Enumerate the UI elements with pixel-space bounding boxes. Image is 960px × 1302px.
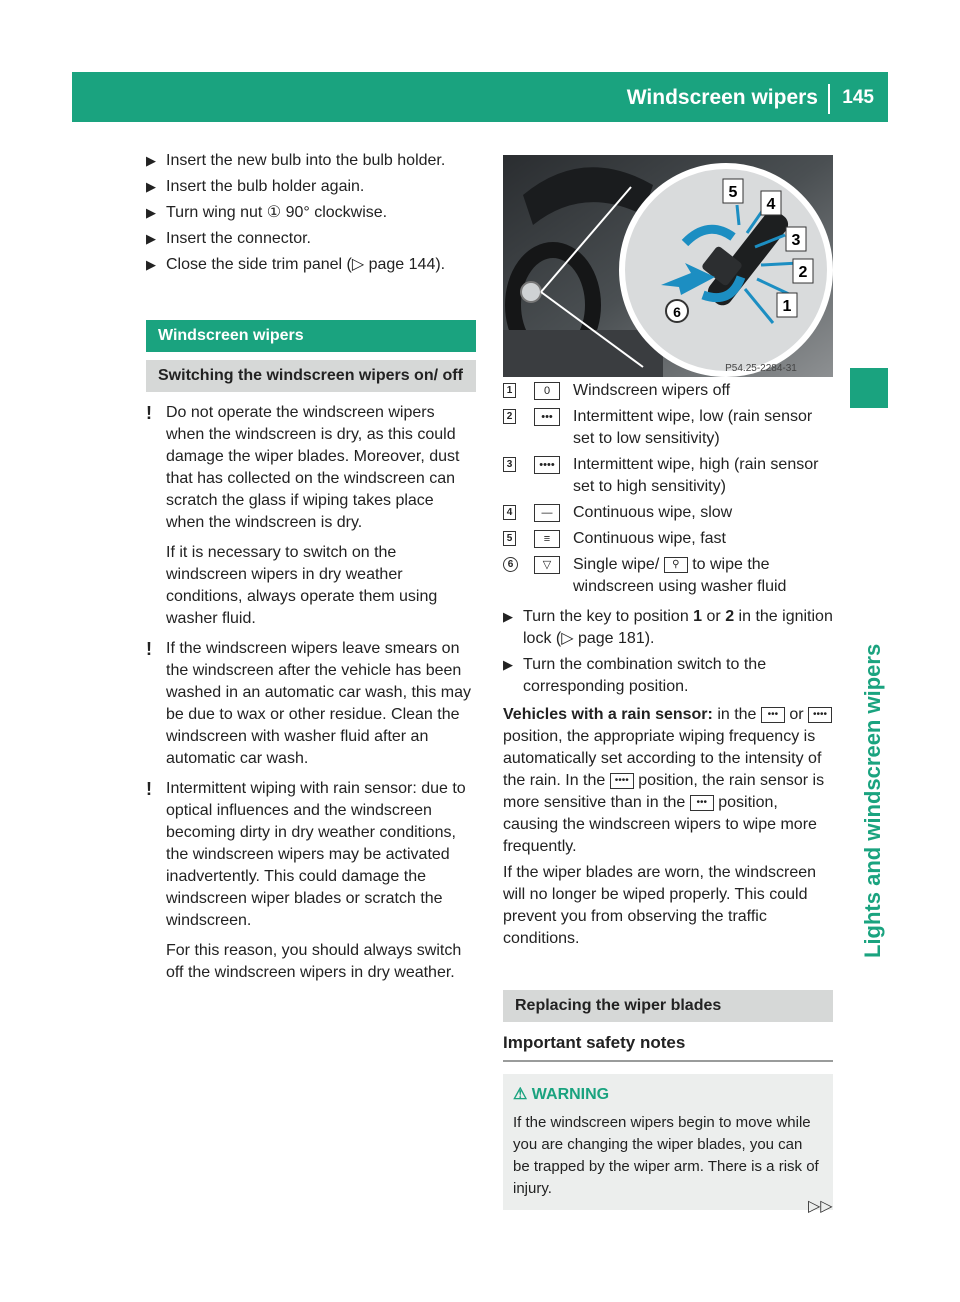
bullet-arrow-icon: ▶ [503, 657, 513, 672]
legend-item: 1 0 Windscreen wipers off [503, 380, 833, 402]
list-item: ▶ Close the side trim panel (▷ page 144). [146, 254, 476, 276]
legend-number: 4 [503, 505, 516, 520]
bullet-arrow-icon: ▶ [146, 257, 156, 272]
list-item: ▶ Insert the connector. [146, 228, 476, 250]
warning-box [503, 1074, 833, 1210]
bullet-arrow-icon: ▶ [146, 231, 156, 246]
intermittent-high-icon: •••• [534, 456, 560, 474]
legend-item: 4 — Continuous wipe, slow [503, 502, 833, 524]
side-tab-label: Lights and windscreen wipers [860, 643, 885, 958]
page-header [72, 72, 888, 122]
wiper-off-icon: 0 [534, 382, 560, 400]
rain-sensor-paragraph: Vehicles with a rain sensor: in the ••• or •••• position, the appropriate wiping frequency is automatically set according to the intensity of the rain. In the •••• position, the rain sensor is more sensitive than in the ••• position, causing the windscreen wipers to wipe more frequently. [503, 704, 833, 858]
list-item: ▶ Insert the new bulb into the bulb holder. [146, 150, 476, 172]
image-code: P54.25-2284-31 [725, 363, 797, 374]
exclamation-icon: ! [146, 639, 152, 659]
safety-heading: Important safety notes [503, 1032, 833, 1062]
exclamation-icon: ! [146, 779, 152, 799]
legend-number: 3 [503, 457, 516, 472]
side-tab-marker [850, 368, 888, 408]
intermittent-high-icon: •••• [610, 773, 634, 789]
left-column [146, 150, 476, 992]
section-heading: Windscreen wipers [146, 320, 476, 352]
legend-item: 5 ≡ Continuous wipe, fast [503, 528, 833, 550]
exclamation-icon: ! [146, 403, 152, 423]
legend-number: 2 [503, 409, 516, 424]
callout-5: 5 [728, 184, 738, 201]
wiper-switch-illustration [503, 155, 833, 377]
list-item: ▶ Insert the bulb holder again. [146, 176, 476, 198]
continuous-slow-icon: — [534, 504, 560, 522]
caution-note: ! Do not operate the windscreen wipers when the windscreen is dry, as this could damage the wiper blades. Moreover, dust that has collected on the windscreen can scratch the glass if wiping takes place when the windscreen is dry. If it is necessary to switch on the windscreen wipers in dry weather conditions, always operate them using washer fluid. [146, 403, 460, 627]
list-item: ▶ Turn the combination switch to the corresponding position. [503, 656, 767, 695]
caution-note: ! Intermittent wiping with rain sensor: due to optical influences and the windscreen becoming dirty in dry weather conditions, the windscreen wipers may be activated inadvertently. This could damage the windscreen wiper blades or scratch the windscreen. For this reason, you should always switch off the windscreen wipers in dry weather. [146, 779, 466, 981]
continue-arrow-icon: ▷▷ [808, 1198, 833, 1215]
warning-heading: ⚠ WARNING [513, 1086, 610, 1103]
callout-6: 6 [673, 304, 681, 320]
washer-fluid-icon: ⚲ [664, 557, 688, 573]
legend-item: 6 ▽ Single wipe/ ⚲ to wipe the windscreen using washer fluid [503, 554, 833, 598]
intermittent-high-icon: •••• [808, 707, 832, 723]
bullet-arrow-icon: ▶ [503, 609, 513, 624]
legend-item: 3 •••• Intermittent wipe, high (rain sensor set to high sensitivity) [503, 454, 833, 498]
bullet-arrow-icon: ▶ [146, 153, 156, 168]
section-heading: Replacing the wiper blades [503, 990, 833, 1022]
single-wipe-icon: ▽ [534, 556, 560, 574]
warning-triangle-icon: ⚠ [513, 1086, 528, 1103]
legend-number: 1 [503, 383, 516, 398]
list-item: ▶ Turn the key to position 1 or 2 in the ignition lock (▷ page 181). [503, 608, 833, 647]
callout-3: 3 [791, 232, 801, 249]
header-title: Windscreen wipers [626, 86, 818, 109]
intermittent-low-icon: ••• [534, 408, 560, 426]
continuous-fast-icon: ≡ [534, 530, 560, 548]
header-separator [828, 84, 830, 114]
legend-number: 5 [503, 531, 516, 546]
callout-4: 4 [766, 196, 776, 213]
list-item: ▶ Turn wing nut ① 90° clockwise. [146, 202, 476, 224]
legend-number: 6 [503, 557, 518, 572]
caution-note: ! If the windscreen wipers leave smears on the windscreen after the vehicle has been washed in an automatic car wash, this may be due to wax or other residue. Clean the windscreen with washer fluid after an automatic car wash. [146, 639, 472, 767]
bullet-arrow-icon: ▶ [146, 179, 156, 194]
right-column [503, 380, 833, 1210]
intermittent-low-icon: ••• [690, 795, 714, 811]
bullet-arrow-icon: ▶ [146, 205, 156, 220]
callout-2: 2 [798, 264, 808, 281]
warning-text: If the windscreen wipers begin to move while you are changing the wiper blades, you can be trapped by the wiper arm. There is a risk of injury. [513, 1114, 819, 1197]
legend-item: 2 ••• Intermittent wipe, low (rain sensor set to low sensitivity) [503, 406, 833, 450]
callout-1: 1 [782, 298, 792, 315]
subsection-heading: Switching the windscreen wipers on/ off [146, 360, 476, 392]
page-number: 145 [842, 87, 874, 108]
worn-blades-paragraph: If the wiper blades are worn, the windscreen will no longer be wiped properly. This could prevent you from observing the traffic conditions. [503, 864, 817, 947]
intermittent-low-icon: ••• [761, 707, 785, 723]
